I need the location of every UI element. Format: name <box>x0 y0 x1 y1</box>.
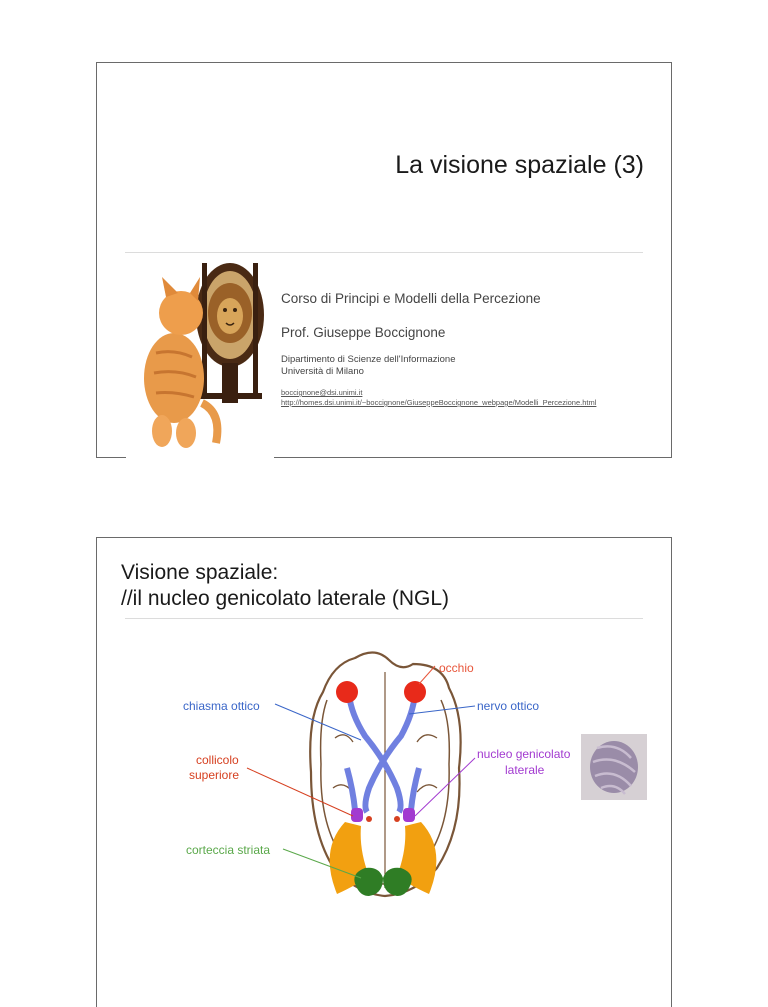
content-slide <box>96 537 672 1007</box>
label-corteccia-striata: corteccia striata <box>186 843 271 857</box>
lgn-histology-image <box>581 734 647 800</box>
slide-title <box>121 560 449 612</box>
label-occhio: occhio <box>439 661 474 675</box>
label-nucleo-genicolato: nucleo genicolato <box>477 747 571 761</box>
title-slide <box>96 62 672 458</box>
affiliation <box>281 354 455 378</box>
slide-title-line-1: Visione spaziale: <box>121 561 279 584</box>
visual-pathway-diagram <box>97 638 673 968</box>
left-eye <box>336 681 358 703</box>
course-name: Corso di Principi e Modelli della Percezione <box>281 291 541 306</box>
department-name: Dipartimento di Scienze dell'Informazione <box>281 354 456 365</box>
slide-title: La visione spaziale (3) <box>395 151 644 179</box>
label-collicolo: collicolo <box>196 753 239 767</box>
university-name: Università di Milano <box>281 366 364 377</box>
label-chiasma-ottico: chiasma ottico <box>183 699 260 713</box>
right-eye <box>404 681 426 703</box>
label-nervo-ottico: nervo ottico <box>477 699 540 713</box>
divider <box>125 618 643 619</box>
left-lgn <box>351 808 363 822</box>
professor-name: Prof. Giuseppe Boccignone <box>281 325 446 340</box>
label-superiore: superiore <box>189 768 240 782</box>
right-colliculus <box>394 816 400 822</box>
course-url-link[interactable]: http://homes.dsi.unimi.it/~boccignone/GiuseppeBoccignone_webpage/Modelli_Percezione.html <box>281 398 597 407</box>
right-lgn <box>403 808 415 822</box>
label-laterale: laterale <box>505 763 545 777</box>
left-colliculus <box>366 816 372 822</box>
slide-title-line-2: //il nucleo genicolato laterale (NGL) <box>121 587 450 610</box>
cat-mirror-lion-image <box>126 253 274 458</box>
email-link[interactable]: boccignone@dsi.unimi.it <box>281 388 363 397</box>
contact-links <box>281 388 596 408</box>
